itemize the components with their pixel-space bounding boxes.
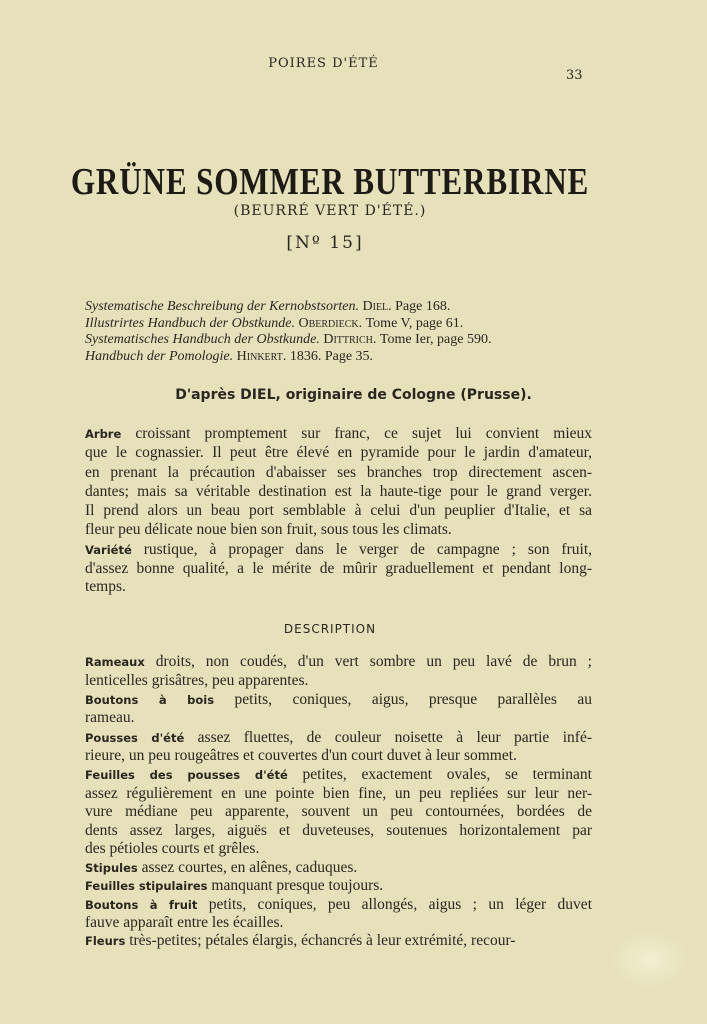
subtitle: (BEURRÉ VERT D'ÉTÉ.) [233, 203, 427, 219]
description-lead-term: Feuilles stipulaires [85, 879, 208, 893]
reference-line [85, 299, 450, 315]
description-lead-term: Rameaux [85, 655, 145, 669]
description-line [85, 729, 592, 747]
intro-line [85, 425, 592, 443]
description-text: droits, non coudés, d'un vert sombre un peu lavé de brun ; [144, 653, 592, 670]
description-line [85, 877, 592, 895]
reference-work: Handbuch der Pomologie. [85, 348, 234, 364]
description-text: assez courtes, en alênes, caduques. [137, 859, 358, 876]
intro-lead-term: Arbre [85, 427, 122, 441]
description-text: petits, coniques, aigus, presque parallèles au [214, 691, 592, 708]
description-line [85, 859, 592, 877]
reference-author: Oberdieck. [294, 315, 366, 331]
description-lead-term: Fleurs [85, 934, 126, 948]
description-line: lenticelles grisâtres, peu apparentes. [85, 672, 309, 689]
description-text: manquant presque toujours. [207, 877, 384, 894]
reference-page: Tome Ier, page 590. [379, 332, 492, 347]
description-line [85, 653, 592, 671]
description-text: très-petites; pétales élargis, échancrés à leur extrémité, recour- [125, 932, 516, 949]
running-header: POIRES D'ÉTÉ [268, 56, 379, 71]
reference-author: Hinkert. [233, 348, 290, 364]
intro-lead-term: Variété [85, 543, 132, 557]
description-line [85, 932, 592, 950]
description-text: assez fluettes, de couleur noisette à leur partie infé- [184, 729, 592, 746]
description-lead-term: Pousses d'été [85, 731, 185, 745]
reference-page: 1836. Page 35. [289, 348, 374, 364]
reference-author: Dittrich. [319, 332, 380, 347]
description-line: rieure, un peu rougeâtres et couvertes d'un court duvet à leur sommet. [85, 747, 517, 764]
reference-work: Systematische Beschreibung der Kernobstsorten. [85, 299, 359, 314]
reference-line [85, 349, 373, 365]
origin-line: D'après DIEL, originaire de Cologne (Prusse). [175, 387, 532, 403]
description-lead-term: Stipules [85, 861, 138, 875]
description-line [85, 896, 592, 914]
reference-author: Diel. [359, 299, 396, 314]
page-title: GRÜNE SOMMER BUTTERBIRNE [70, 161, 590, 203]
description-heading: DESCRIPTION [283, 622, 377, 636]
intro-line [85, 541, 592, 559]
intro-line: en prenant la précaution d'abaisser ses branches trop directement ascen- [85, 464, 592, 481]
reference-line [85, 332, 492, 348]
description-line: fauve apparaît entre les écailles. [85, 914, 284, 931]
description-text: petits, coniques, peu allongés, aigus ; un léger duvet [197, 896, 592, 913]
description-line: dents assez larges, aiguës et duveteuses, soutenues horizontalement par [85, 822, 592, 839]
intro-line: dantes; mais sa véritable destination est la haute-tige pour le grand verger. [85, 483, 592, 500]
intro-line: fleur peu délicate noue bien son fruit, sous tous les climats. [85, 521, 452, 538]
page-number: 33 [566, 68, 583, 83]
reference-line [85, 316, 463, 332]
intro-line: temps. [85, 578, 126, 595]
intro-text: croissant promptement sur franc, ce sujet lui convient mieux [121, 425, 592, 442]
description-line [85, 691, 592, 709]
description-line: des pétioles courts et grêles. [85, 840, 260, 857]
description-line: assez régulièrement en une pointe bien fine, un peu repliées sur leur ner- [85, 785, 592, 802]
description-lead-term: Feuilles des pousses d'été [85, 768, 288, 782]
intro-text: rustique, à propager dans le verger de campagne ; son fruit, [131, 541, 592, 558]
reference-page: Page 168. [395, 299, 451, 314]
description-line [85, 766, 592, 784]
description-lead-term: Boutons à fruit [85, 898, 198, 912]
description-lead-term: Boutons à bois [85, 693, 215, 707]
description-line: vure médiane peu apparente, souvent un peu contournées, bordées de [85, 803, 592, 820]
intro-line: Il prend alors un beau port semblable à celui d'un peuplier d'Italie, et sa [85, 502, 592, 519]
reference-page: Tome V, page 61. [365, 315, 464, 331]
reference-work: Illustrirtes Handbuch der Obstkunde. [85, 315, 295, 331]
intro-line: que le cognassier. Il peut être élevé en pyramide pour le jardin d'amateur, [85, 444, 592, 461]
intro-line: d'assez bonne qualité, a le mérite de mûrir graduellement et pendant long- [85, 560, 592, 577]
variety-number: [Nº 15] [286, 233, 364, 253]
description-line: rameau. [85, 709, 135, 726]
reference-work: Systematisches Handbuch der Obstkunde. [85, 332, 320, 347]
description-text: petites, exactement ovales, se terminant [287, 766, 592, 783]
paper-stain [610, 930, 690, 990]
